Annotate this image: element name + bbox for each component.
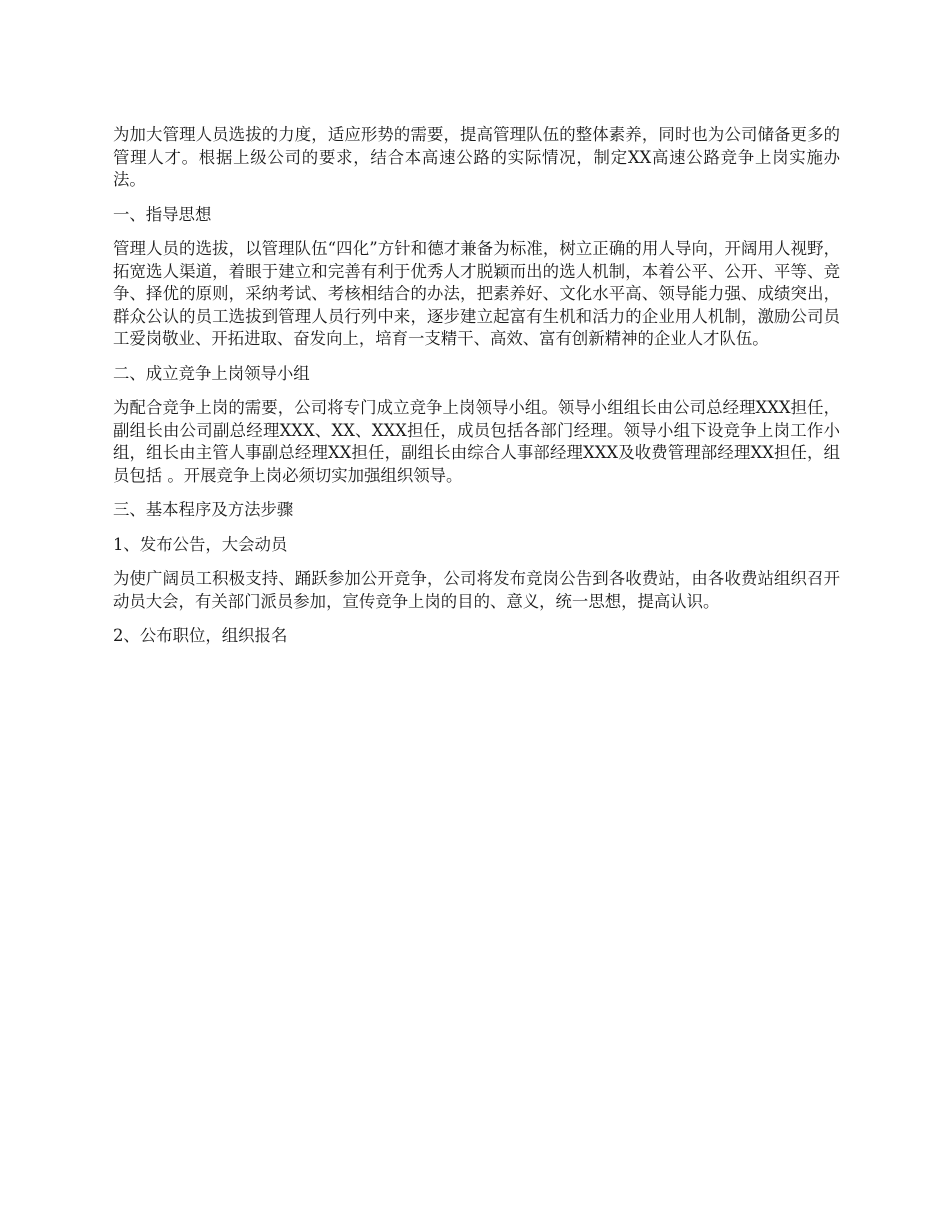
section-heading-leadership-group: 二、成立竞争上岗领导小组 <box>113 363 310 383</box>
subheading-announcement: 1、发布公告，大会动员 <box>113 534 288 554</box>
subheading-publish-positions: 2、公布职位，组织报名 <box>113 626 288 645</box>
guiding-ideology-paragraph: 管理人员的选拔，以管理队伍“四化”方针和德才兼备为标准，树立正确的用人导向，开阔用人视野，拓宽选人渠道，着眼于建立和完善有利于优秀人才脱颖而出的选人机制，本着公平、公开、平等、竞争、择优的原则，采纳考试、考核相结合的办法，把素养好、文化水平高、领导能力强、成绩突出，群众公认的员工选拔到管理人员行列中来，逐步建立起富有生机和活力的企业用人机制，激励公司员工爱岗敬业、开拓进取、奋发向上，培育一支精干、高效、富有创新精神的企业人才队伍。 <box>113 239 840 348</box>
intro-paragraph: 为加大管理人员选拔的力度，适应形势的需要，提高管理队伍的整体素养，同时也为公司储备更多的管理人才。根据上级公司的要求，结合本高速公路的实际情况，制定XX高速公路竞争上岗实施办法。 <box>113 125 840 189</box>
document-body <box>113 124 840 660</box>
section-heading-procedures: 三、基本程序及方法步骤 <box>113 500 294 519</box>
section-heading-guiding-ideology: 一、指导思想 <box>113 204 212 224</box>
leadership-group-paragraph: 为配合竞争上岗的需要，公司将专门成立竞争上岗领导小组。领导小组组长由公司总经理XXX担任，副组长由公司副总经理XXX、XX、XXX担任，成员包括各部门经理。领导小组下设竞争上岗工作小组，组长由主管人事副总经理XX担任，副组长由综合人事部经理XXX及收费管理部经理XX担任，组员包括 。开展竞争上岗必须切实加强组织领导。 <box>113 398 840 485</box>
announcement-paragraph: 为使广阔员工积极支持、踊跃参加公开竞争，公司将发布竞岗公告到各收费站，由各收费站组织召开动员大会，有关部门派员参加，宣传竞争上岗的目的、意义，统一思想，提高认识。 <box>113 569 840 611</box>
